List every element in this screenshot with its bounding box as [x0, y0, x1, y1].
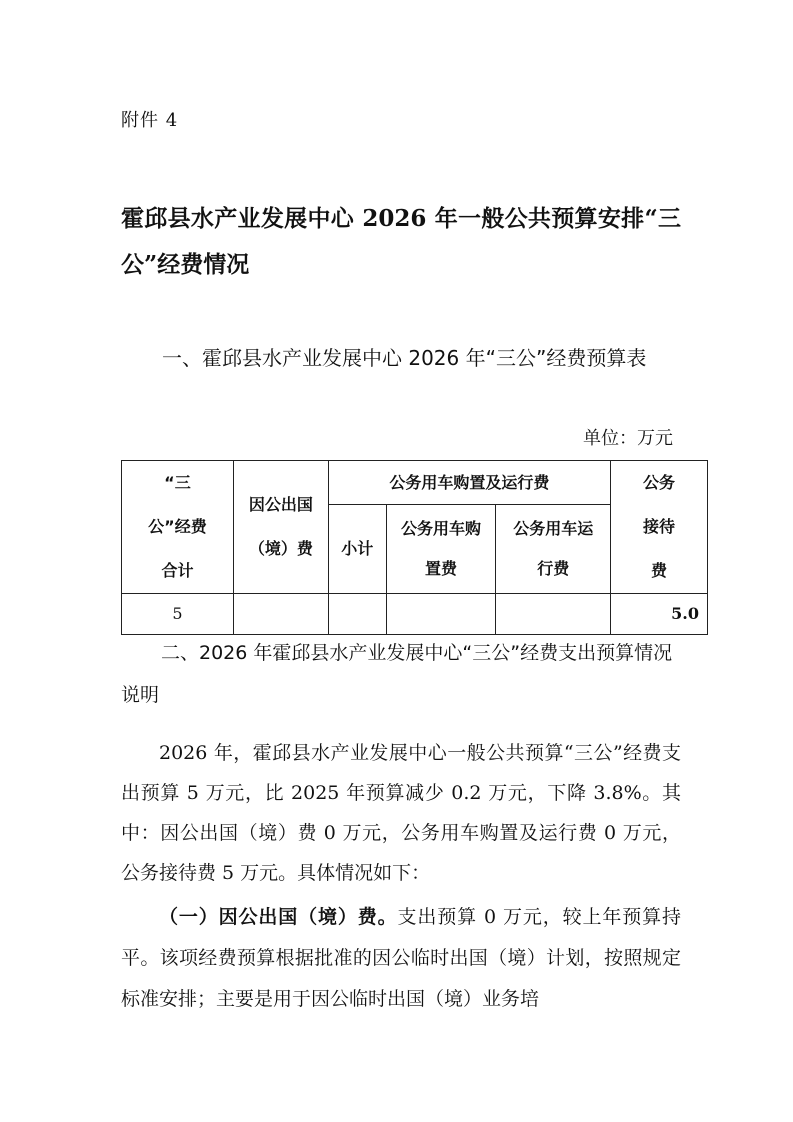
header-vehicle-purchase: 公务用车购置费 [386, 505, 496, 594]
header-total: “三公”经费合计 [122, 461, 234, 594]
table-row [122, 594, 708, 635]
header-vehicle-operation: 公务用车运行费 [496, 505, 611, 594]
cell-vehicle-purchase [386, 594, 496, 635]
cell-abroad [233, 594, 328, 635]
paragraph-abroad [121, 897, 681, 1020]
paragraph-abroad-heading: （一）因公出国（境）费。 [159, 906, 398, 928]
header-vehicle-group: 公务用车购置及运行费 [328, 461, 610, 505]
section2-heading: 二、2026 年霍邱县水产业发展中心“三公”经费支出预算情况说明 [121, 642, 673, 706]
paragraph-summary: 2026 年，霍邱县水产业发展中心一般公共预算“三公”经费支出预算 5 万元，比 2025 年预算减少 0.2 万元，下降 3.8%。其中：因公出国（境）费 0 万元，公务用车购置及运行费 0 万元，公务接待费 5 万元。具体情况如下： [121, 742, 681, 884]
cell-vehicle-operation [496, 594, 611, 635]
budget-table [121, 460, 708, 635]
header-reception: 公务接待费 [611, 461, 708, 594]
attachment-label: 附件 4 [121, 110, 179, 131]
unit-label: 单位：万元 [583, 428, 673, 449]
document-title: 霍邱县水产业发展中心 2026 年一般公共预算安排“三公”经费情况 [121, 205, 681, 278]
cell-total: 5 [122, 594, 234, 635]
section1-heading: 一、霍邱县水产业发展中心 2026 年“三公”经费预算表 [162, 346, 647, 370]
cell-reception: 5.0 [611, 594, 708, 635]
paragraph-abroad-text: 支出预算 0 万元，较上年预算持平。该项经费预算根据批准的因公临时出国（境）计划，按照规定标准安排；主要是用于因公临时出国（境）业务培 [121, 906, 681, 1010]
header-subtotal: 小计 [328, 505, 386, 594]
cell-subtotal [328, 594, 386, 635]
table-header-row-1 [122, 461, 708, 505]
header-abroad: 因公出国（境）费 [233, 461, 328, 594]
